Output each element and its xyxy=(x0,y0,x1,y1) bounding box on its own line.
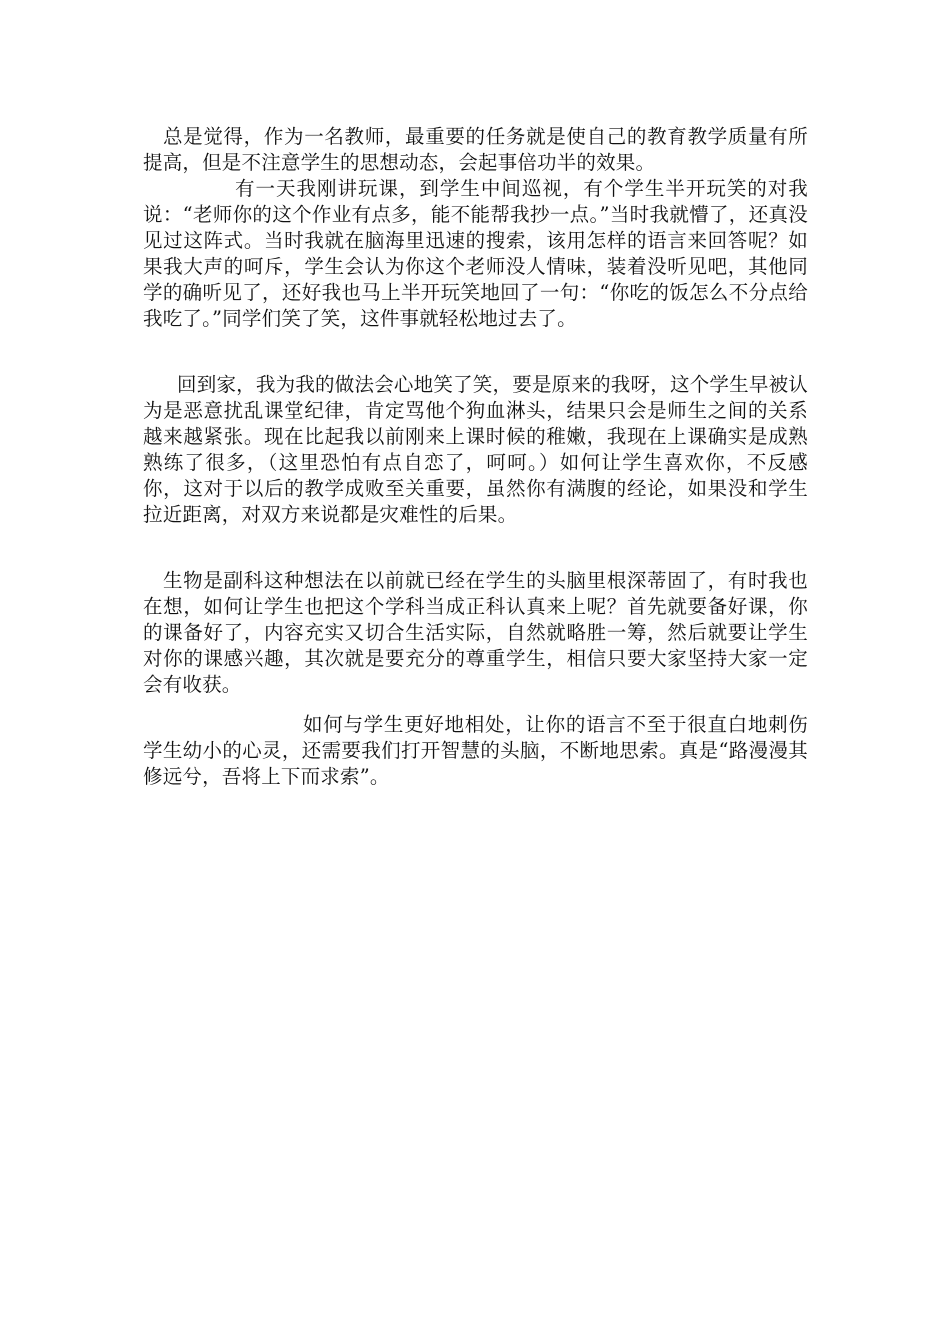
paragraph-3: 回到家，我为我的做法会心地笑了笑，要是原来的我呀，这个学生早被认为是恶意扰乱课堂纪律，肯定骂他个狗血淋头，结果只会是师生之间的关系越来越紧张。现在比起我以前刚来上课时候的稚嫩，我现在上课确实是成熟熟练了很多，（这里恐怕有点自恋了，呵呵。）如何让学生喜欢你，不反感你，这对于以后的教学成败至关重要，虽然你有满腹的经论，如果没和学生拉近距离，对双方来说都是灾难性的后果。 xyxy=(143,373,808,526)
paragraph-5: 如何与学生更好地相处，让你的语言不至于很直白地刺伤学生幼小的心灵，还需要我们打开智慧的头脑，不断地思索。真是“路漫漫其修远兮，吾将上下而求索”。 xyxy=(143,713,808,788)
paragraph-1: 总是觉得，作为一名教师，最重要的任务就是使自己的教育教学质量有所提高，但是不注意学生的思想动态，会起事倍功半的效果。 xyxy=(143,125,808,174)
paragraph-2: 有一天我刚讲玩课，到学生中间巡视，有个学生半开玩笑的对我说：“老师你的这个作业有点多，能不能帮我抄一点。”当时我就懵了，还真没见过这阵式。当时我就在脑海里迅速的搜索，该用怎样的语言来回答呢？如果我大声的呵斥，学生会认为你这个老师没人情味，装着没听见吧，其他同学的确听见了，还好我也马上半开玩笑地回了一句：“你吃的饭怎么不分点给我吃了。”同学们笑了笑，这件事就轻松地过去了。 xyxy=(143,177,808,330)
paragraph-4: 生物是副科这种想法在以前就已经在学生的头脑里根深蒂固了，有时我也在想，如何让学生也把这个学科当成正科认真来上呢？首先就要备好课，你的课备好了，内容充实又切合生活实际，自然就略胜一筹，然后就要让学生对你的课感兴趣，其次就是要充分的尊重学生，相信只要大家坚持大家一定会有收获。 xyxy=(143,569,808,696)
